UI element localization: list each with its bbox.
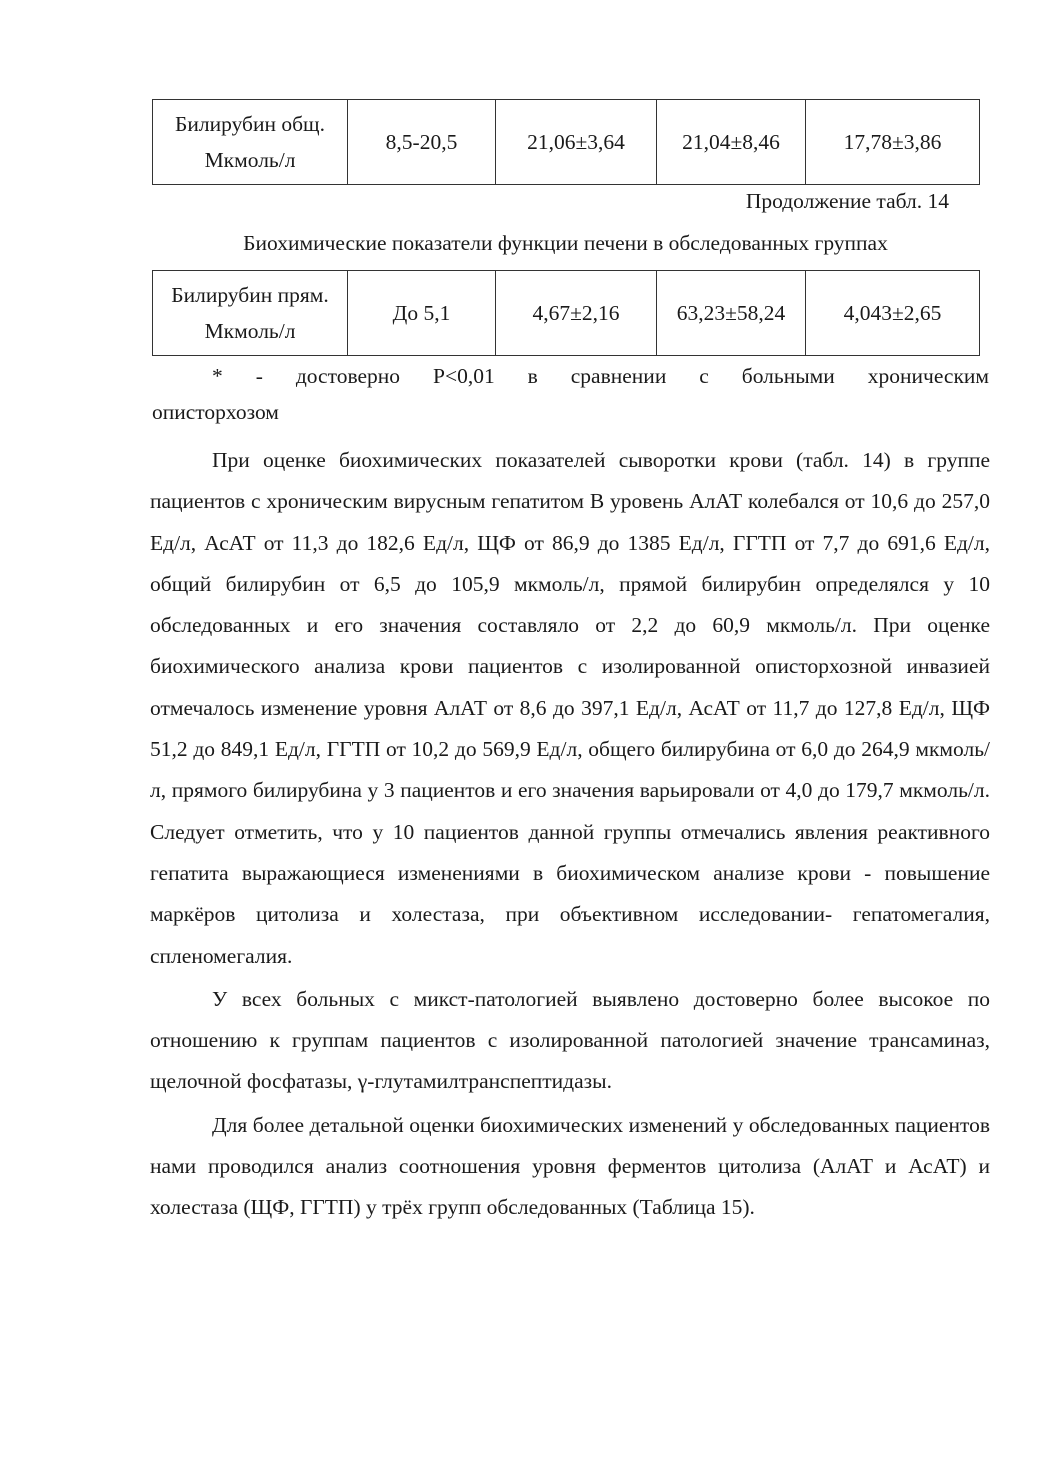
table-title: Биохимические показатели функции печени в обследованных группах	[243, 231, 888, 255]
table-continuation-label: Продолжение табл. 14	[745, 189, 949, 213]
table-cell-group1: 21,06±3,64	[496, 100, 657, 185]
paragraph: Для более детальной оценки биохимических изменений у обследованных пациентов нами проводился анализ соотношения уровня ферментов цитолиза (АлАТ и АсАТ) и холестаза (ЩФ, ГГТП) у трёх групп обследованных (Таблица 15).	[150, 1112, 990, 1220]
table-cell-parameter: Билирубин общ. Мкмоль/л	[153, 100, 348, 185]
footnote-line: описторхозом	[152, 400, 279, 424]
table-top	[152, 99, 980, 185]
table-cell-parameter: Билирубин прям. Мкмоль/л	[153, 271, 348, 356]
paragraph: У всех больных с микст-патологией выявлено достоверно более высокое по отношению к группам пациентов с изолированной патологией значение трансаминаз, щелочной фосфатазы, γ-глутамилтранспептидазы.	[150, 986, 990, 1094]
table-row	[153, 271, 980, 356]
footnote-line: * - достоверно P<0,01 в сравнении с больными хроническим	[212, 364, 989, 388]
table-bottom	[152, 270, 980, 356]
paragraph: При оценке биохимических показателей сыворотки крови (табл. 14) в группе пациентов с хроническим вирусным гепатитом В уровень АлАТ колебался от 10,6 до 257,0 Ед/л, АсАТ от 11,3 до 182,6 Ед/л, ЩФ от 86,9 до 1385 Ед/л, ГГТП от 7,7 до 691,6 Ед/л, общий билирубин от 6,5 до 105,9 мкмоль/л, прямой билирубин определялся у 10 обследованных и его значения составляло от 2,2 до 60,9 мкмоль/л. При оценке биохимического анализа крови пациентов с изолированной описторхозной инвазией отмечалось изменение уровня АлАТ от 8,6 до 397,1 Ед/л, АсАТ от 11,7 до 127,8 Ед/л, ЩФ 51,2 до 849,1 Ед/л, ГГТП от 10,2 до 569,9 Ед/л, общего билирубина от 6,0 до 264,9 мкмоль/л, прямого билирубина у 3 пациентов и его значения варьировали от 4,0 до 179,7 мкмоль/л. Следует отметить, что у 10 пациентов данной группы отмечались явления реактивного гепатита выражающиеся изменениями в биохимическом анализе крови - повышение маркёров цитолиза и холестаза, при объективном исследовании- гепатомегалия, спленомегалия.	[150, 448, 990, 968]
table-cell-group3: 17,78±3,86	[806, 100, 980, 185]
table-cell-group3: 4,043±2,65	[806, 271, 980, 356]
table-cell-group1: 4,67±2,16	[496, 271, 657, 356]
table-cell-group2: 21,04±8,46	[657, 100, 806, 185]
table-row	[153, 100, 980, 185]
table-cell-group2: 63,23±58,24	[657, 271, 806, 356]
body-text	[150, 440, 990, 1231]
footnote	[152, 358, 989, 430]
table-cell-norm: До 5,1	[348, 271, 496, 356]
table-cell-norm: 8,5-20,5	[348, 100, 496, 185]
